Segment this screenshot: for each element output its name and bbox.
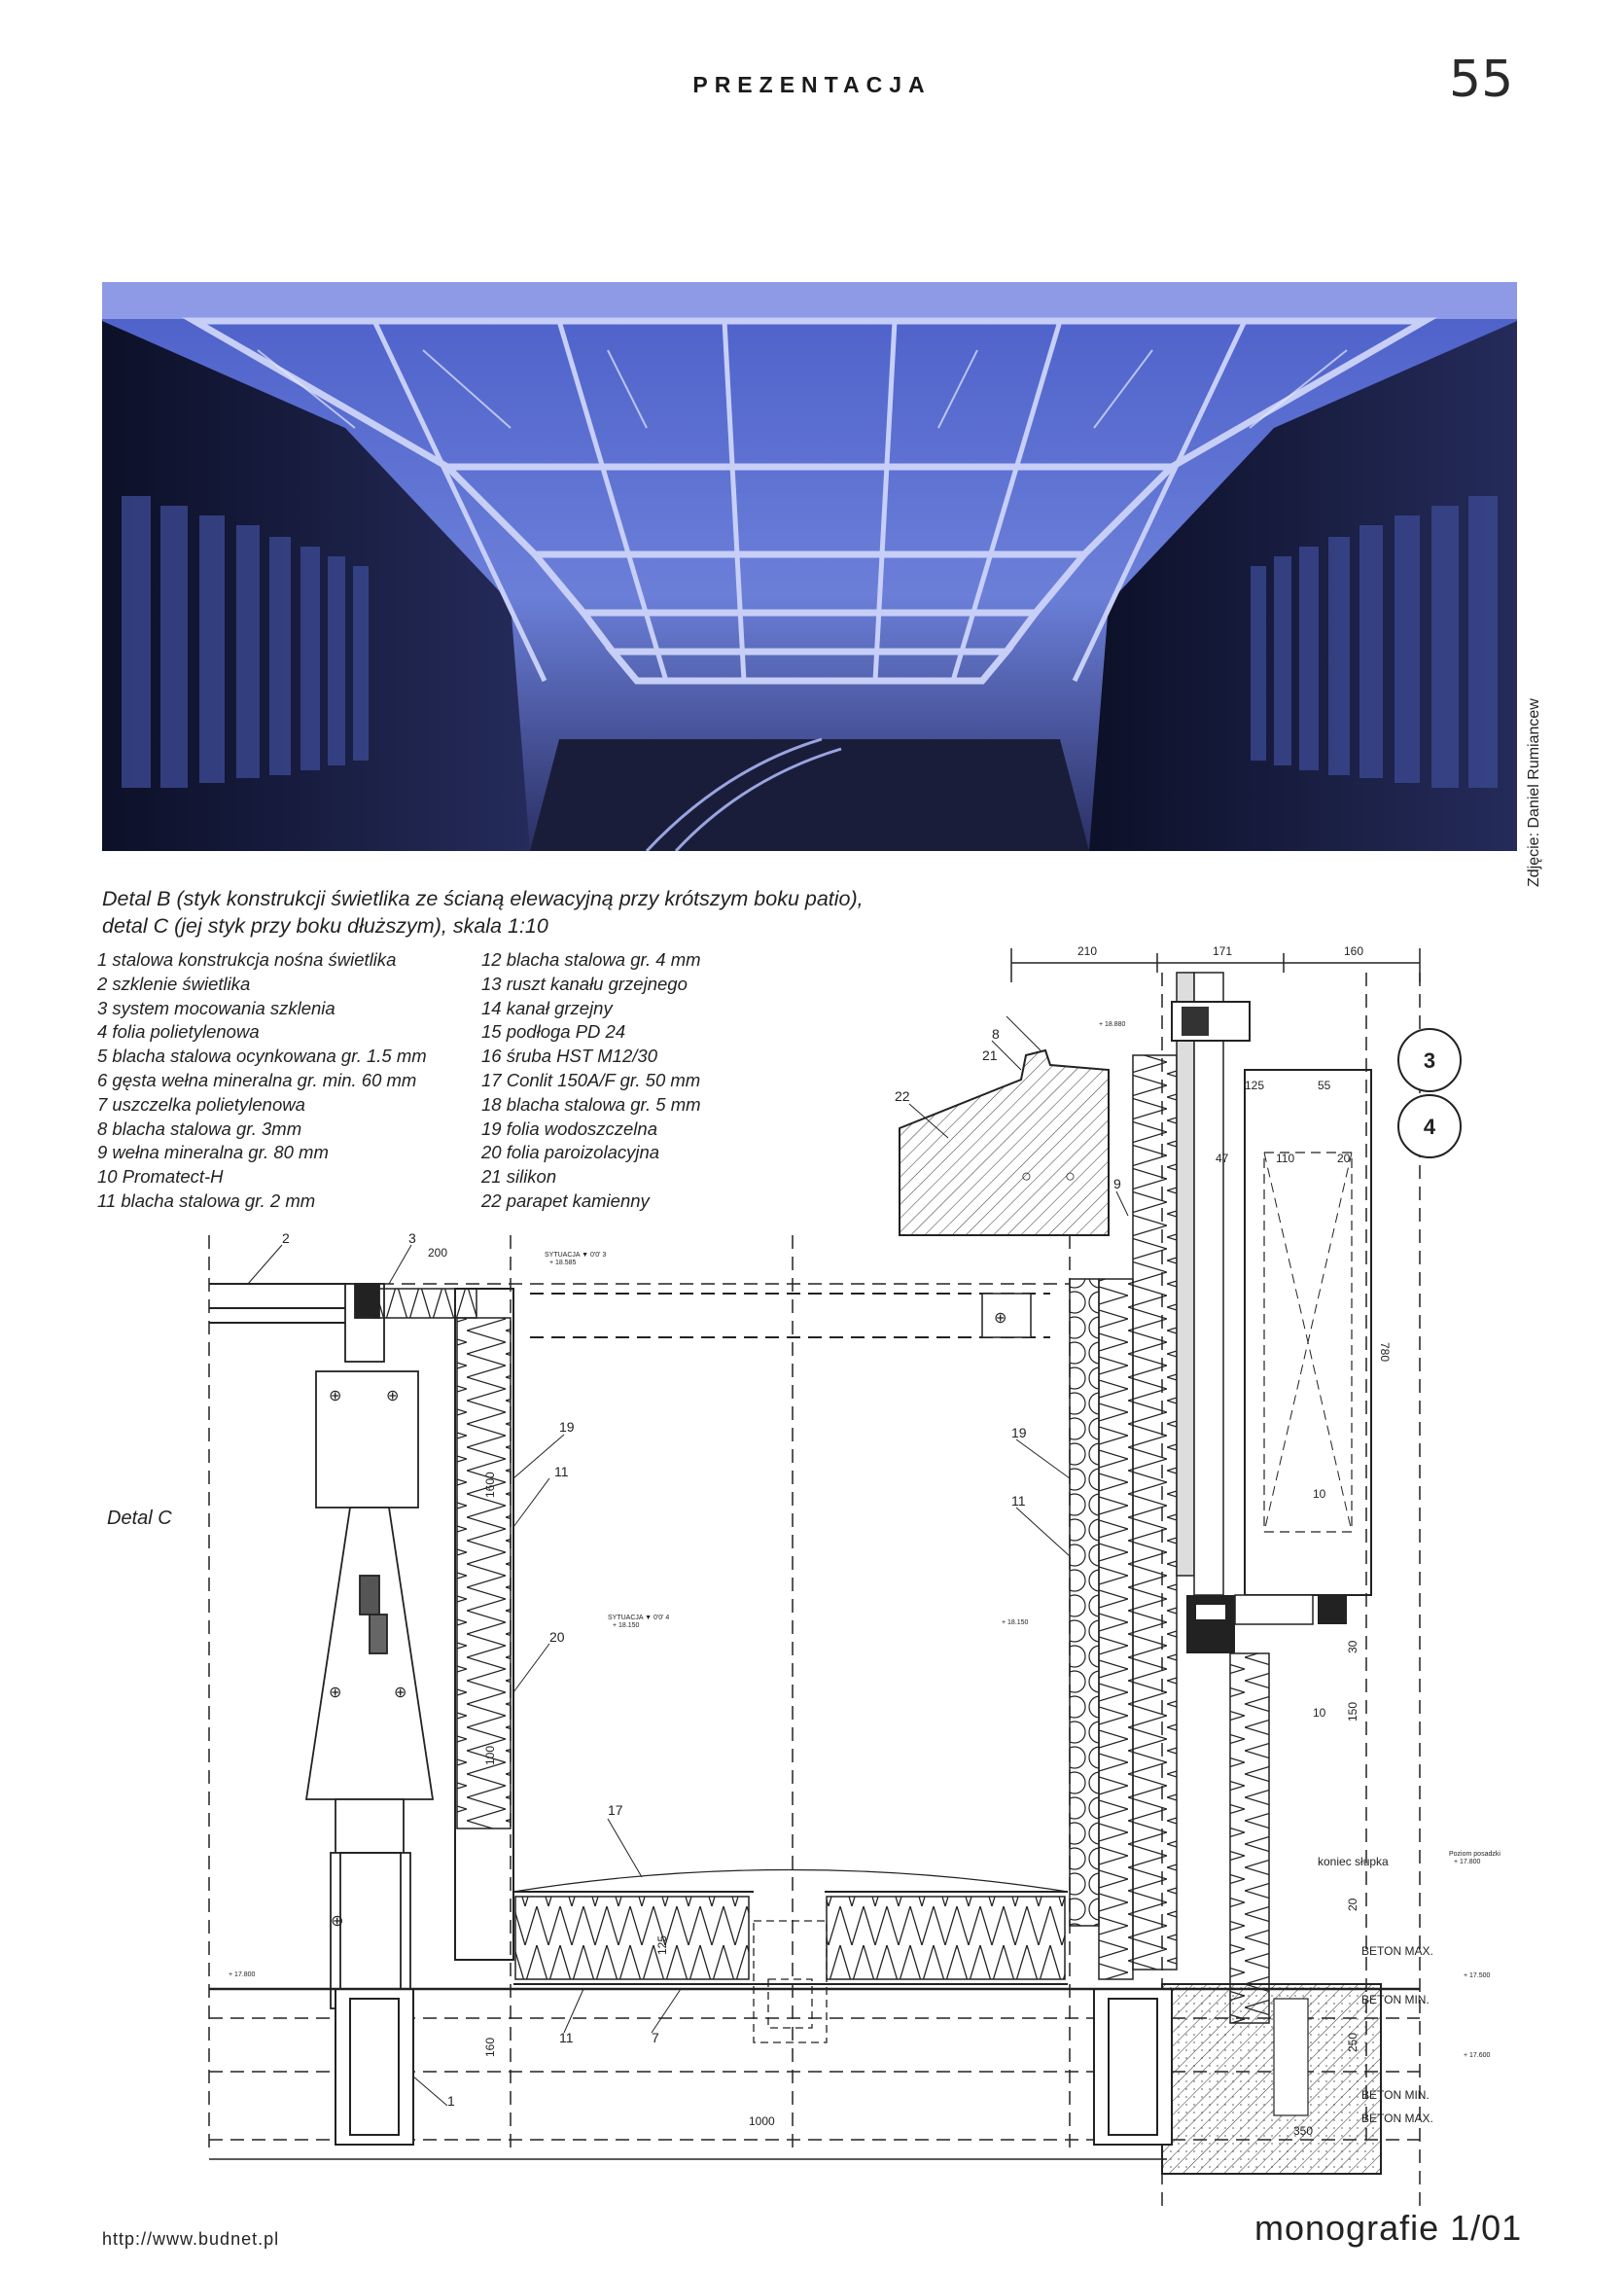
svg-text:○: ○ <box>1065 1166 1076 1186</box>
callout-22: 22 <box>895 1088 910 1104</box>
legend-item: 20 folia paroizolacyjna <box>481 1142 660 1163</box>
dim-1600: 1600 <box>483 1472 497 1498</box>
detail-c-label: Detal C <box>107 1508 172 1529</box>
poziom-label: Poziom posadzki <box>1449 1851 1500 1858</box>
legend-item: 14 kanał grzejny <box>481 997 613 1018</box>
caption-line-1: Detal B (styk konstrukcji świetlika ze ścianą elewacyjną przy krótszym boku patio), <box>102 887 864 910</box>
dim-10: 10 <box>1313 1487 1326 1501</box>
legend-item: 3 system mocowania szklenia <box>97 997 335 1018</box>
legend-item: 17 Conlit 150A/F gr. 50 mm <box>481 1069 701 1090</box>
section-marker-3: 3 <box>1423 1048 1436 1073</box>
svg-text:⊕: ⊕ <box>329 1388 342 1404</box>
sytuacja-mid-elev: + 18.150 <box>613 1622 640 1629</box>
callout-21: 21 <box>982 1047 998 1063</box>
legend-item: 13 ruszt kanału grzejnego <box>481 973 688 994</box>
dim-125: 125 <box>655 1935 669 1955</box>
footer-issue: monografie 1/01 <box>1254 2208 1523 2248</box>
dim-150: 150 <box>1346 1701 1359 1722</box>
dim-780: 780 <box>1378 1342 1392 1363</box>
elev-mark: + 17.500 <box>1464 1972 1491 1979</box>
poziom-elev: + 17.800 <box>1454 1859 1481 1865</box>
dim-250: 250 <box>1346 2032 1359 2052</box>
elev-mark: + 17.600 <box>1464 2052 1491 2059</box>
dim-160: 160 <box>1344 944 1364 958</box>
callout-11: 11 <box>554 1464 569 1479</box>
callout-11b: 11 <box>1011 1493 1026 1509</box>
dim-47: 47 <box>1216 1152 1229 1165</box>
callout-19: 19 <box>559 1419 575 1435</box>
legend-item: 19 folia wodoszczelna <box>481 1118 657 1139</box>
legend-item: 11 blacha stalowa gr. 2 mm <box>97 1189 316 1211</box>
callout-8: 8 <box>992 1026 1000 1042</box>
callout-9: 9 <box>1113 1176 1121 1191</box>
dim-30: 30 <box>1346 1640 1359 1653</box>
legend-item: 15 podłoga PD 24 <box>481 1021 626 1043</box>
elev-mark: + 17.800 <box>229 1971 256 1978</box>
svg-text:⊕: ⊕ <box>329 1685 342 1701</box>
legend-item: 2 szklenie świetlika <box>97 973 251 994</box>
svg-text:⊕: ⊕ <box>394 1685 407 1701</box>
legend-item: 21 silikon <box>481 1166 557 1188</box>
dim-55: 55 <box>1318 1079 1331 1092</box>
callout-7: 7 <box>652 2030 659 2045</box>
sytuacja-mid: SYTUACJA ▼ 0'0' 4 <box>608 1615 670 1621</box>
callout-19b: 19 <box>1011 1425 1027 1440</box>
callout-17: 17 <box>608 1802 623 1818</box>
beton-min-label-2: BETON MIN. <box>1361 2088 1430 2102</box>
footer-url: http://www.budnet.pl <box>102 2229 280 2249</box>
legend-item: 6 gęsta wełna mineralna gr. min. 60 mm <box>97 1069 417 1090</box>
callout-11c: 11 <box>559 2030 574 2045</box>
legend-item: 4 folia polietylenowa <box>97 1021 260 1043</box>
legend-item: 8 blacha stalowa gr. 3mm <box>97 1118 302 1139</box>
dim-110: 110 <box>1276 1152 1295 1165</box>
legend-item: 12 blacha stalowa gr. 4 mm <box>481 949 701 970</box>
dim-171: 171 <box>1213 944 1233 958</box>
sytuacja-top-elev: + 18.585 <box>549 1260 577 1266</box>
dim-20: 20 <box>1337 1152 1351 1165</box>
legend-item: 7 uszczelka polietylenowa <box>97 1093 305 1115</box>
svg-text:⊕: ⊕ <box>386 1388 400 1404</box>
legend-item: 10 Promatect-H <box>97 1166 224 1188</box>
photo-credit: Zdjęcie: Daniel Rumiancew <box>1526 698 1542 887</box>
callout-1: 1 <box>447 2093 455 2109</box>
legend-item: 18 blacha stalowa gr. 5 mm <box>481 1093 701 1115</box>
elev-mark: + 18.150 <box>1002 1619 1029 1626</box>
svg-text:⊕: ⊕ <box>331 1913 344 1930</box>
svg-text:⊕: ⊕ <box>994 1310 1007 1327</box>
sytuacja-top: SYTUACJA ▼ 0'0' 3 <box>545 1252 607 1259</box>
caption-line-2: detal C (jej styk przy boku dłuższym), skala 1:10 <box>102 914 548 938</box>
legend-item: 5 blacha stalowa ocynkowana gr. 1.5 mm <box>97 1046 427 1067</box>
page-number: 55 <box>1449 51 1514 109</box>
beton-max-label: BETON MAX. <box>1361 1944 1433 1958</box>
legend-item: 16 śruba HST M12/30 <box>481 1046 657 1067</box>
beton-min-label: BETON MIN. <box>1361 1993 1430 2006</box>
dim-125: 125 <box>1245 1079 1265 1092</box>
dim-160: 160 <box>483 2037 497 2057</box>
legend-item: 22 parapet kamienny <box>481 1189 650 1211</box>
svg-text:○: ○ <box>1021 1166 1032 1186</box>
dim-210: 210 <box>1077 944 1098 958</box>
legend-item: 9 wełna mineralna gr. 80 mm <box>97 1142 329 1163</box>
dim-20: 20 <box>1346 1898 1359 1911</box>
callout-2: 2 <box>282 1230 290 1246</box>
dim-100: 100 <box>483 1745 497 1765</box>
dim-350: 350 <box>1293 2124 1314 2138</box>
koniec-slupka-label: koniec słupka <box>1318 1855 1389 1868</box>
dim-10b: 10 <box>1313 1706 1326 1720</box>
section-header: PREZENTACJA <box>692 72 932 97</box>
callout-20: 20 <box>549 1629 565 1645</box>
callout-3: 3 <box>408 1230 416 1246</box>
elev-mark: + 18.880 <box>1099 1021 1126 1028</box>
legend-item: 1 stalowa konstrukcja nośna świetlika <box>97 949 397 970</box>
dim-1000: 1000 <box>749 2114 775 2128</box>
beton-max-label-2: BETON MAX. <box>1361 2112 1433 2125</box>
section-marker-4: 4 <box>1423 1115 1436 1139</box>
dim-200: 200 <box>428 1246 448 1260</box>
